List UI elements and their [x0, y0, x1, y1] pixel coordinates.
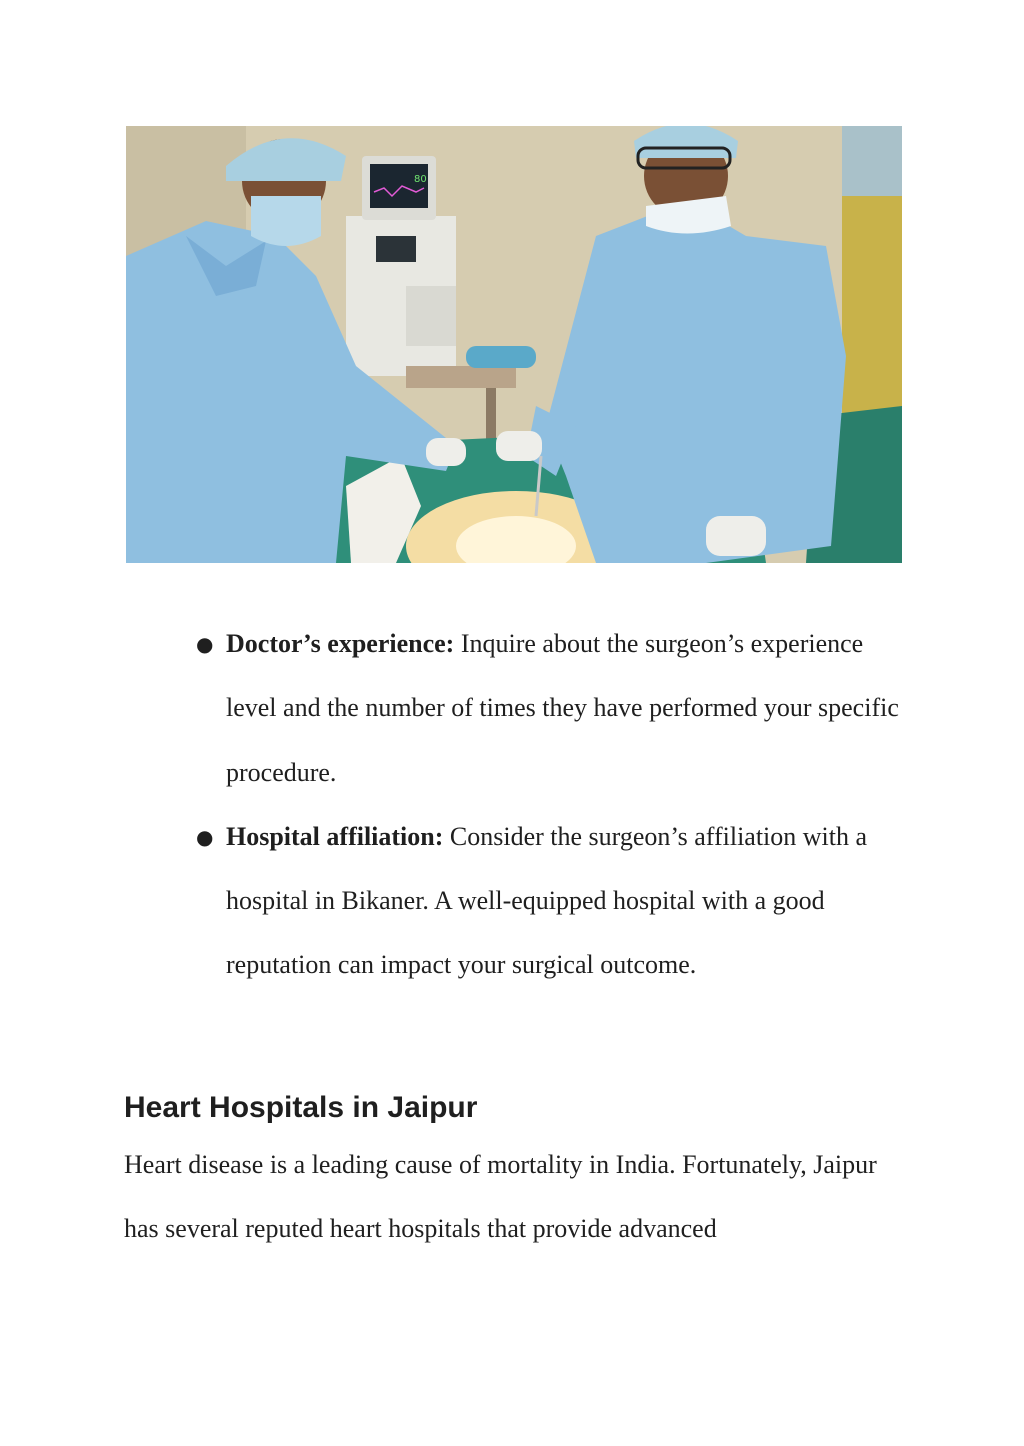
surgery-photo [126, 126, 902, 563]
list-item [196, 805, 916, 998]
bullet-icon: ● [196, 632, 214, 656]
bullet-icon: ● [196, 824, 214, 849]
considerations-list [196, 612, 916, 998]
list-item [196, 612, 916, 805]
monitor-reading: 80 [414, 174, 427, 185]
bullet-text: Inquire about the surgeon’s experience level and the number of times they have performed your specific procedure. [226, 629, 899, 787]
bullet-term: Hospital affiliation: [226, 821, 444, 851]
bullet-term: Doctor’s experience: [226, 629, 455, 658]
bullet-text: Consider the surgeon’s affiliation with a hospital in Bikaner. A well-equipped hospital with a good reputation can impact your surgical outcome. [226, 821, 868, 980]
section-paragraph: Heart disease is a leading cause of mortality in India. Fortunately, Jaipur has several reputed heart hospitals that provide advanced [124, 1150, 877, 1244]
section-heading: Heart Hospitals in Jaipur [124, 1091, 478, 1124]
